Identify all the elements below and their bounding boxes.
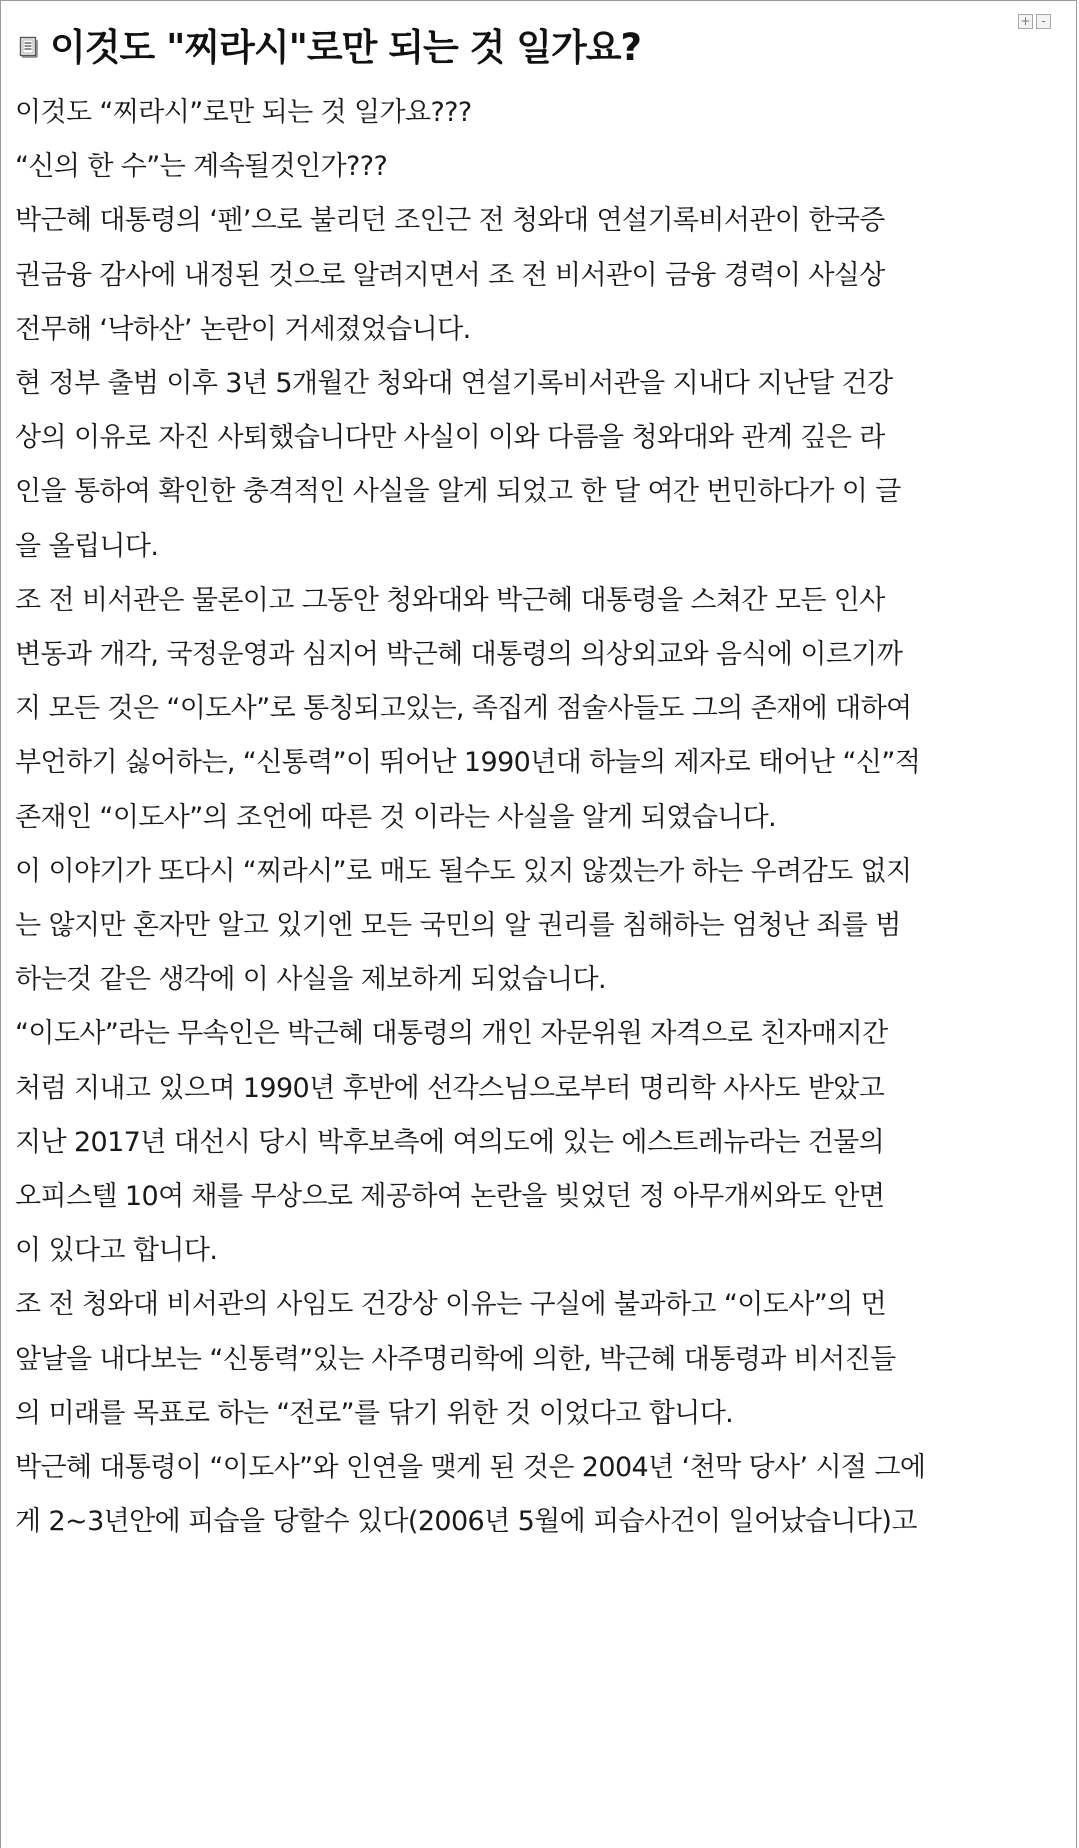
text-line: 존재인 “이도사”의 조언에 따른 것 이라는 사실을 알게 되였습니다. [15,801,777,833]
zoom-out-button[interactable]: - [1036,14,1051,29]
text-line: “신의 한 수”는 계속될것인가??? [15,151,388,183]
text-line: 이 이야기가 또다시 “찌라시”로 매도 될수도 있지 않겠는가 하는 우려감도 없지 [15,855,912,887]
body-paragraph [15,86,1063,140]
body-paragraph [15,1278,1063,1441]
text-line: 박근혜 대통령의 ‘펜’으로 불리던 조인근 전 청와대 연설기록비서관이 한국증 [15,205,885,237]
text-line: 권금융 감사에 내정된 것으로 알려지면서 조 전 비서관이 금융 경력이 사실상 [15,259,885,291]
text-line: 부언하기 싫어하는, “신통력”이 뛰어난 1990년대 하늘의 제자로 태어난 “신”적 [15,747,921,779]
text-line: 지 모든 것은 “이도사”로 통칭되고있는, 족집게 점술사들도 그의 존재에 대하여 [15,693,912,725]
text-line: 상의 이유로 자진 사퇴했습니다만 사실이 이와 다름을 청와대와 관계 깊은 라 [15,422,885,454]
text-line: 지난 2017년 대선시 당시 박후보측에 여의도에 있는 에스트레뉴라는 건물의 [15,1126,885,1158]
text-line: 변동과 개각, 국정운영과 심지어 박근혜 대통령의 의상외교와 음식에 이르기까 [15,639,903,671]
body-paragraph [15,1441,1063,1549]
text-line: 이것도 “찌라시”로만 되는 것 일가요??? [15,97,472,128]
zoom-in-button[interactable]: + [1018,14,1033,29]
text-line: 인을 통하여 확인한 충격적인 사실을 알게 되었고 한 달 여간 번민하다가 이 글 [15,476,901,508]
zoom-controls [1018,14,1051,29]
body-paragraph [15,845,1063,1008]
text-line: 앞날을 내다보는 “신통력”있는 사주명리학에 의한, 박근혜 대통령과 비서진들 [15,1343,896,1375]
post-title: 이것도 "찌라시"로만 되는 것 일가요? [50,26,641,69]
post-body [15,86,1063,1549]
text-line: 오피스텔 10여 채를 무상으로 제공하여 논란을 빚었던 정 아무개씨와도 안면 [15,1181,885,1213]
text-line: 하는것 같은 생각에 이 사실을 제보하게 되었습니다. [15,964,606,996]
text-line: 현 정부 출범 이후 3년 5개월간 청와대 연설기록비서관을 지내다 지난달 건강 [15,368,893,400]
text-line: 박근혜 대통령이 “이도사”와 인연을 맺게 된 것은 2004년 ‘천막 당사’ 시절 그에 [15,1452,926,1484]
text-line: 전무해 ‘낙하산’ 논란이 거세졌었습니다. [15,313,471,345]
body-paragraph [15,140,1063,194]
text-line: 의 미래를 목표로 하는 “전로”를 닦기 위한 것 이었다고 합니다. [15,1397,734,1429]
body-paragraph [15,1007,1063,1278]
body-paragraph [15,194,1063,357]
text-line: 이 있다고 합니다. [15,1235,218,1267]
body-paragraph [15,357,1063,574]
text-line: “이도사”라는 무속인은 박근혜 대통령의 개인 자문위원 자격으로 친자매지간 [15,1018,888,1050]
text-line: 조 전 비서관은 물론이고 그동안 청와대와 박근혜 대통령을 스쳐간 모든 인사 [15,584,885,616]
text-line: 게 2~3년안에 피습을 당할수 있다(2006년 5월에 피습사건이 일어났습니다)고 [15,1506,917,1538]
document-icon [18,36,40,58]
body-paragraph [15,574,1063,845]
text-line: 을 올립니다. [15,530,159,562]
text-line: 조 전 청와대 비서관의 사임도 건강상 이유는 구실에 불과하고 “이도사”의 먼 [15,1289,887,1321]
post-header [18,14,1019,74]
text-line: 처럼 지내고 있으며 1990년 후반에 선각스님으로부터 명리학 사사도 받았고 [15,1072,885,1104]
text-line: 는 않지만 혼자만 알고 있기엔 모든 국민의 알 권리를 침해하는 엄청난 죄를 범 [15,910,901,942]
